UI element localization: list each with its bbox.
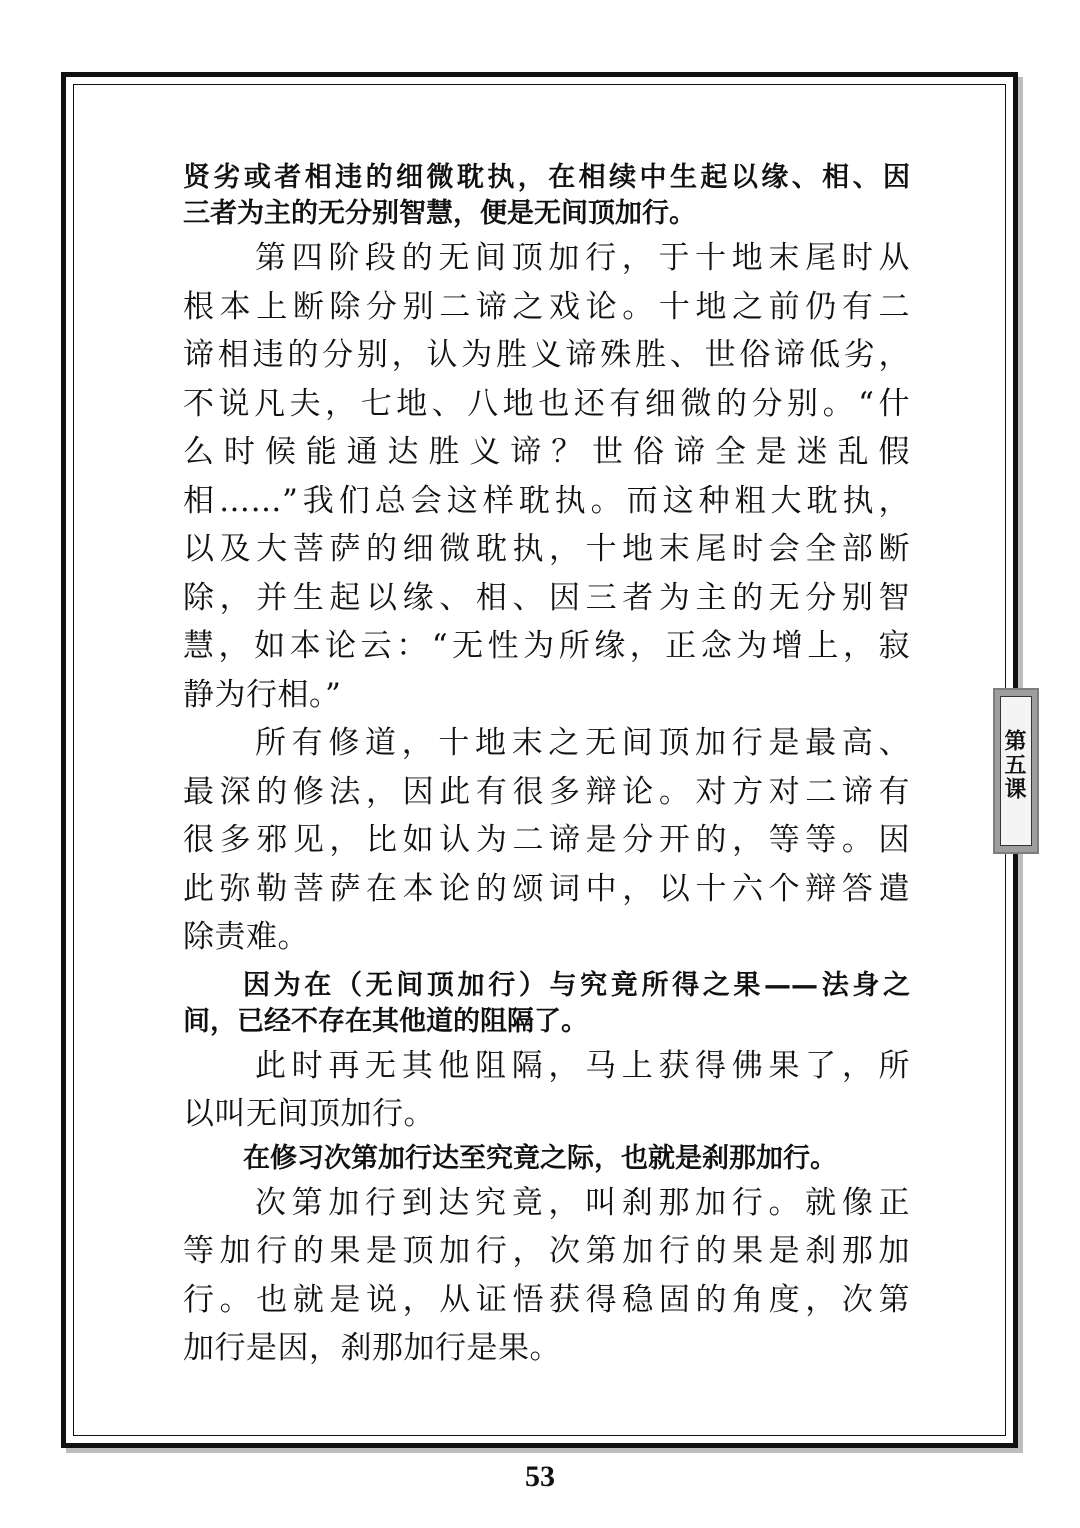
text-line: 不说凡夫，七地、八地也还有细微的分别。“什 [183,385,910,422]
commentary-2 [183,719,910,962]
text-line: 除责难。 [183,919,309,955]
main-text [183,160,910,1373]
text-line: 很多邪见，比如认为二谛是分开的，等等。因 [183,822,910,858]
text-line: 行。也就是说，从证悟获得稳固的角度，次第 [183,1281,910,1318]
text-line: 根本上断除分别二谛之戏论。十地之前仍有二 [183,288,910,325]
text-line: 除，并生起以缘、相、因三者为主的无分别智 [183,579,910,616]
text-line: 次第加行到达究竟，叫刹那加行。就像正 [255,1184,910,1221]
text-line: 三者为主的无分别智慧，便是无间顶加行。 [183,198,696,229]
chapter-tab-inner [1000,696,1032,846]
commentary-1 [183,234,910,719]
text-line: 加行是因，刹那加行是果。 [183,1330,561,1366]
text-line: 所有修道，十地末之无间顶加行是最高、 [255,725,910,761]
text-line: 慧，如本论云：“无性为所缘，正念为增上，寂 [183,628,910,664]
text-line: 此弥勒菩萨在本论的颂词中，以十六个辩答遣 [183,870,910,907]
text-line: 谛相违的分别，认为胜义谛殊胜、世俗谛低劣， [183,337,910,373]
root-text-1 [183,160,910,232]
text-line: 静为行相。” [183,676,342,713]
commentary-4 [183,1179,910,1373]
chapter-tab-label: 第五课 [1001,729,1027,801]
commentary-3 [183,1042,910,1139]
text-line: 么时候能通达胜义谛？世俗谛全是迷乱假 [183,434,910,470]
text-line: 在修习次第加行达至究竟之际，也就是刹那加行。 [243,1142,837,1174]
root-text-2 [183,968,910,1040]
text-line: 相……”我们总会这样耽执。而这种粗大耽执， [183,482,910,519]
text-line: 以叫无间顶加行。 [183,1096,435,1132]
text-line: 贤劣或者相违的细微耽执，在相续中生起以缘、相、因 [183,162,910,193]
text-line: 第四阶段的无间顶加行，于十地末尾时从 [255,240,910,276]
chapter-tab [993,688,1039,854]
text-line: 此时再无其他阻隔，马上获得佛果了，所 [255,1047,910,1084]
root-text-3 [183,1141,910,1177]
text-line: 间，已经不存在其他道的阻隔了。 [183,1005,588,1037]
text-line: 最深的修法，因此有很多辩论。对方对二谛有 [183,773,910,810]
text-line: 等加行的果是顶加行，次第加行的果是刹那加 [183,1233,910,1269]
text-line: 以及大菩萨的细微耽执，十地末尾时会全部断 [183,531,910,567]
text-line: 因为在（无间顶加行）与究竟所得之果——法身之 [243,969,910,1001]
page-number: 53 [525,1460,555,1493]
